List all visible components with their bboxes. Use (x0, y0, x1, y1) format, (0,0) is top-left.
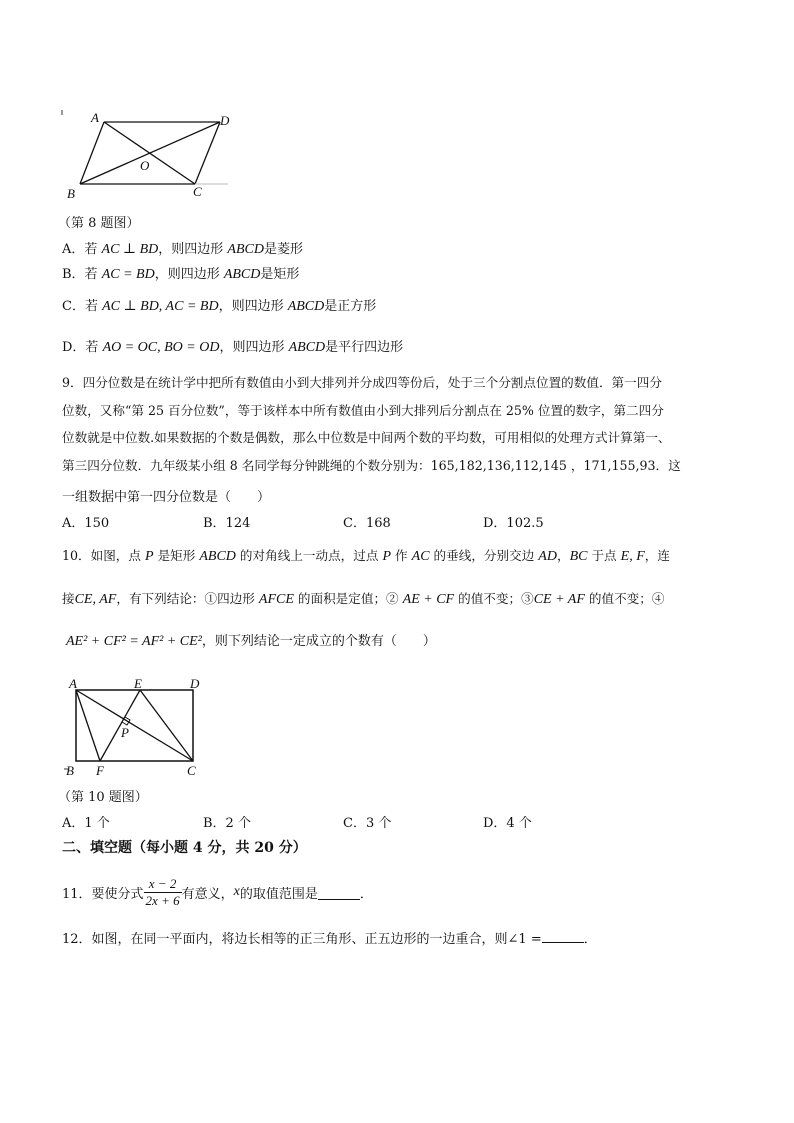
q8-label-O: O (140, 158, 150, 173)
q9-line-5: 一组数据中第一四分位数是（ ） (62, 490, 271, 505)
q10-label-F: F (96, 763, 104, 778)
q11-text: ． (359, 886, 373, 902)
q10-line-3 (66, 632, 436, 652)
q8-option-c-prefix: C．若 (62, 299, 103, 314)
q10-math-ABCD: ABCD (199, 549, 236, 564)
q8-option-d-math2: ABCD (288, 340, 326, 355)
q10-math-P: P (145, 549, 154, 564)
q10-math-AFCE: AFCE (258, 592, 294, 607)
q8-option-d (62, 338, 403, 358)
q8-option-c (62, 297, 376, 317)
q10-caption: （第 10 题图） (58, 790, 148, 805)
q8-option-a-math: AC ⊥ BD (101, 242, 159, 257)
q10-math-BC: BC (569, 549, 588, 564)
q11-fraction (144, 876, 182, 909)
q10-option-b: B．2 个 (203, 816, 251, 831)
q8-option-c-mid: ，则四边形 (218, 299, 288, 314)
q10-label-C: C (187, 763, 196, 778)
q9-line-3: 位数就是中位数.如果数据的个数是偶数，那么中位数是中间两个数的平均数，可用相似的处理方式计算第一、 (62, 430, 671, 445)
q8-option-b-math: AC = BD (101, 267, 155, 282)
q10-text: ， (556, 548, 570, 563)
q8-caption: （第 8 题图） (58, 216, 140, 231)
q8-option-c-math: AC ⊥ BD, AC = BD (102, 299, 219, 314)
q10-label-B: B (66, 763, 74, 778)
q10-text: 的值不变；④ (584, 591, 665, 606)
q9-option-d: D．102.5 (483, 516, 544, 531)
q10-label-E: E (134, 676, 142, 691)
q10-text: ，则下列结论一定成立的个数有（ ） (201, 634, 436, 649)
q11-math-x: x (233, 884, 240, 899)
q11 (62, 872, 373, 912)
q8-figure (60, 108, 235, 200)
q8-option-a-mid: ，则四边形 (158, 242, 228, 257)
q10-label-D: D (190, 676, 200, 691)
q12-answer-blank[interactable] (542, 928, 584, 943)
q10-math-P: P (382, 549, 392, 564)
q12-text: 12．如图，在同一平面内，将边长相等的正三角形、正五边形的一边重合，则∠1 = (62, 932, 542, 947)
q8-label-A: A (91, 110, 99, 125)
q10-option-a: A．1 个 (62, 816, 110, 831)
q10-text: ，连 (644, 548, 670, 563)
q10-option-d: D．4 个 (483, 816, 532, 831)
q10-label-A: A (69, 676, 77, 691)
q10-text: 于点 (587, 548, 621, 563)
q8-option-b (62, 265, 299, 285)
q9-option-b: B．124 (203, 516, 251, 531)
q8-label-C: C (193, 184, 202, 199)
q10-math-AD: AD (538, 549, 557, 564)
q8-option-d-prefix: D．若 (62, 340, 103, 355)
q12-text: ． (583, 932, 597, 947)
section-2-title: 二、填空题（每小题 4 分，共 20 分） (62, 840, 307, 856)
q10-text: 是矩形 (153, 548, 200, 563)
q10-text: 的对角线上一动点，过点 (235, 548, 383, 563)
q9-line-1: 9．四分位数是在统计学中把所有数值由小到大排列并分成四等份后，处于三个分割点位置的数值．第一四分 (62, 375, 662, 390)
q8-option-a (62, 240, 303, 260)
q11-text: 11．要使分式 (62, 886, 144, 902)
q8-option-b-math2: ABCD (223, 267, 261, 282)
q8-label-D: D (220, 113, 230, 128)
q9-option-c: C．168 (343, 516, 391, 531)
q10-line-2 (62, 589, 664, 610)
q8-option-a-suffix: 是菱形 (263, 242, 303, 257)
q10-math-AC: AC (411, 549, 430, 564)
q10-text: ，有下列结论：①四边形 (116, 591, 259, 606)
q8-option-b-mid: ，则四边形 (154, 267, 224, 282)
q8-option-a-math2: ABCD (227, 242, 264, 257)
q12 (62, 928, 597, 950)
q10-line-1 (62, 546, 670, 567)
q9-option-a: A．150 (62, 516, 110, 531)
q11-denominator: 2x + 6 (145, 892, 180, 908)
q10-text: 10．如图，点 (62, 548, 145, 563)
q10-text: 作 (391, 548, 412, 563)
q10-option-c: C．3 个 (343, 816, 392, 831)
q11-text: 的取值范围是 (239, 886, 318, 902)
q9-line-4: 第三四分位数．九年级某小组 8 名同学每分钟跳绳的个数分别为：165,182,136,112,145 ，171,155,93．这 (62, 458, 681, 473)
q8-option-a-prefix: A．若 (62, 242, 102, 257)
q10-math-CEAF: CE, AF (74, 592, 117, 607)
q10-text: 的值不变；③ (454, 591, 534, 606)
q8-option-b-prefix: B．若 (62, 267, 102, 282)
q8-option-d-mid: ，则四边形 (219, 340, 289, 355)
q11-answer-blank[interactable] (318, 885, 360, 900)
q8-label-B: B (67, 186, 75, 200)
q8-option-d-math: AO = OC, BO = OD (102, 340, 220, 355)
q8-option-b-suffix: 是矩形 (260, 267, 300, 282)
q10-figure (60, 674, 210, 780)
q8-option-d-suffix: 是平行四边形 (325, 340, 404, 355)
q10-label-P: P (121, 725, 129, 740)
q10-text: 的垂线，分别交边 (429, 548, 539, 563)
q10-math-EF: E, F (620, 549, 645, 564)
q8-option-c-math2: ABCD (287, 299, 325, 314)
q11-numerator: x − 2 (144, 876, 182, 893)
q8-option-c-suffix: 是正方形 (324, 299, 377, 314)
q9-line-2: 位数，又称“第 25 百分位数”，等于该样本中所有数值由小到大排列后分割点在 25% 位置的数字，第二四分 (62, 403, 664, 418)
q10-math-equation: AE² + CF² = AF² + CE² (66, 634, 202, 649)
q10-math-CE-AF: CE + AF (533, 592, 585, 607)
q10-text: 的面积是定值；② (293, 591, 403, 606)
q10-text: 接 (62, 591, 75, 606)
q10-math-AE-CF: AE + CF (402, 592, 455, 607)
q11-text: 有意义， (181, 886, 234, 902)
